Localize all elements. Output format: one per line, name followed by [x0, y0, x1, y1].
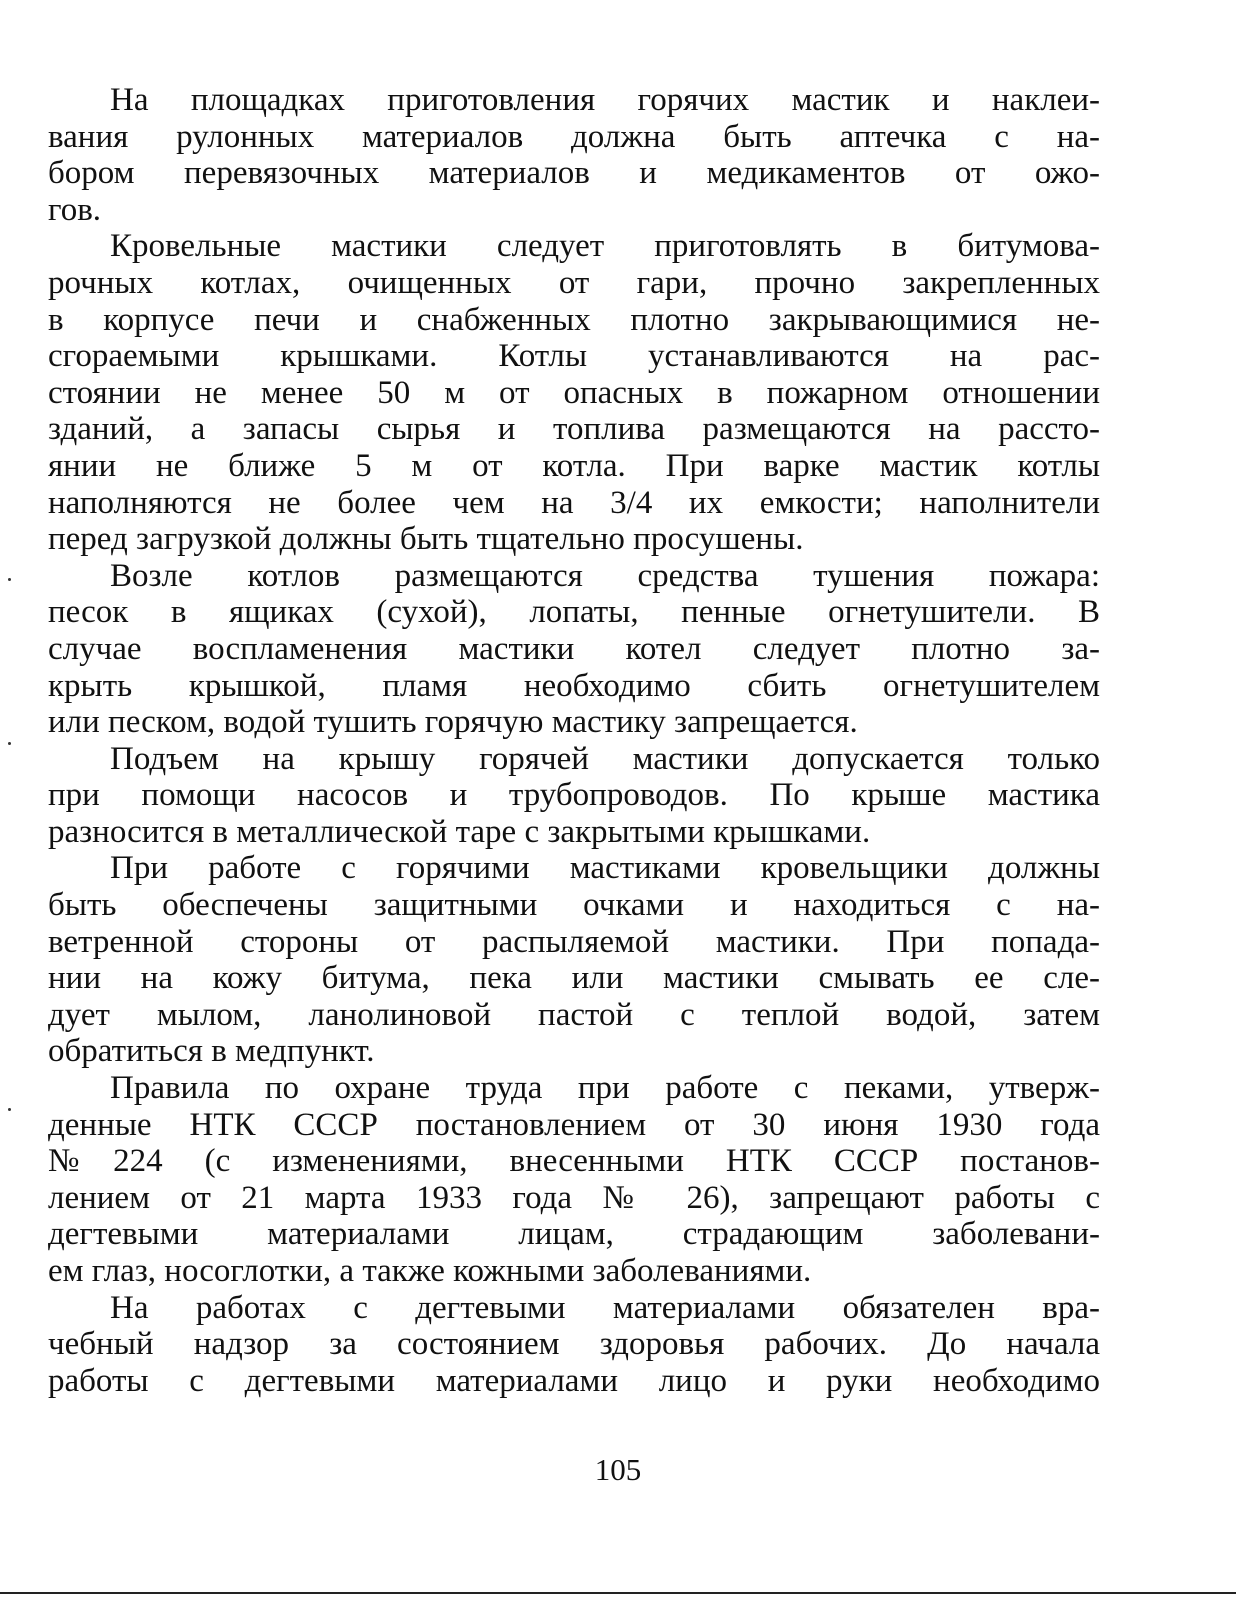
scan-speck: [8, 1108, 11, 1111]
text-line: Правила по охране труда при работе с пеками, утверж-: [110, 1070, 1100, 1107]
text-line: дует мылом, ланолиновой пастой с теплой водой, затем: [48, 996, 1100, 1033]
paragraph-first-aid: [48, 82, 1100, 228]
text-line: крыть крышкой, пламя необходимо сбить огнетушителем: [48, 667, 1100, 704]
text-line: Кровельные мастики следует приготовлять в битумова-: [110, 228, 1100, 265]
body-text: [48, 82, 1100, 1399]
paragraph-boilers: [48, 228, 1100, 557]
text-line: случае воспламенения мастики котел следует плотно за-: [48, 630, 1100, 667]
page-number: 105: [594, 1452, 642, 1487]
paragraph-fire-safety: [48, 558, 1100, 741]
text-line: янии не ближе 5 м от котла. При варке мастик котлы: [48, 447, 1100, 484]
scan-speck: [8, 742, 11, 745]
text-line: Возле котлов размещаются средства тушения пожара:: [110, 557, 1100, 594]
text-line: ветренной стороны от распыляемой мастики. При попада-: [48, 923, 1100, 960]
text-line: При работе с горячими мастиками кровельщики должны: [110, 850, 1100, 887]
text-line: сгораемыми крышками. Котлы устанавливаются на рас-: [48, 338, 1100, 375]
text-line: чебный надзор за состоянием здоровья рабочих. До начала: [48, 1326, 1100, 1363]
text-line: перед загрузкой должны быть тщательно просушены.: [48, 521, 804, 558]
text-line: при помощи насосов и трубопроводов. По крыше мастика: [48, 777, 1100, 814]
text-line: лением от 21 марта 1933 года № 26), запрещают работы с: [48, 1179, 1100, 1216]
text-line: дегтевыми материалами лицам, страдающим заболевани-: [48, 1216, 1100, 1253]
text-line: На площадках приготовления горячих мастик и наклеи-: [110, 82, 1100, 118]
text-line: разносится в металлической таре с закрытыми крышками.: [48, 813, 871, 850]
paragraph-lifting: [48, 741, 1100, 851]
text-line: в корпусе печи и снабженных плотно закрывающимися не-: [48, 301, 1100, 338]
paragraph-protection: [48, 850, 1100, 1070]
text-line: №224 (с изменениями, внесенными НТК СССР постанов-: [48, 1143, 1100, 1180]
text-line: Подъем на крышу горячей мастики допускается только: [110, 740, 1100, 777]
text-line: работы с дегтевыми материалами лицо и руки необходимо: [48, 1362, 1100, 1399]
text-line: рочных котлах, очищенных от гари, прочно закрепленных: [48, 264, 1100, 301]
text-line: нии на кожу битума, пека или мастики смывать ее сле-: [48, 960, 1100, 997]
text-line: песок в ящиках (сухой), лопаты, пенные огнетушители. В: [48, 594, 1100, 631]
text-line: денные НТК СССР постановлением от 30 июня 1930 года: [48, 1106, 1100, 1143]
text-line: бором перевязочных материалов и медикаментов от ожо-: [48, 155, 1100, 192]
text-line: вания рулонных материалов должна быть аптечка с на-: [48, 118, 1100, 155]
paragraph-rules: [48, 1070, 1100, 1290]
text-line: обратиться в медпункт.: [48, 1033, 375, 1070]
text-line: гов.: [48, 191, 102, 228]
text-line: На работах с дегтевыми материалами обязателен вра-: [110, 1289, 1100, 1326]
text-line: наполняются не более чем на 3/4 их емкости; наполнители: [48, 484, 1100, 521]
text-line: ем глаз, носоглотки, а также кожными заболеваниями.: [48, 1253, 812, 1289]
text-line: стоянии не менее 50 м от опасных в пожарном отношении: [48, 374, 1100, 411]
text-line: зданий, а запасы сырья и топлива размещаются на рассто-: [48, 411, 1100, 448]
text-line: или песком, водой тушить горячую мастику запрещается.: [48, 704, 858, 741]
text-line: быть обеспечены защитными очками и находиться с на-: [48, 887, 1100, 924]
scan-edge-line: [0, 1592, 1236, 1594]
paragraph-medical: [48, 1290, 1100, 1400]
scan-speck: [8, 578, 11, 581]
